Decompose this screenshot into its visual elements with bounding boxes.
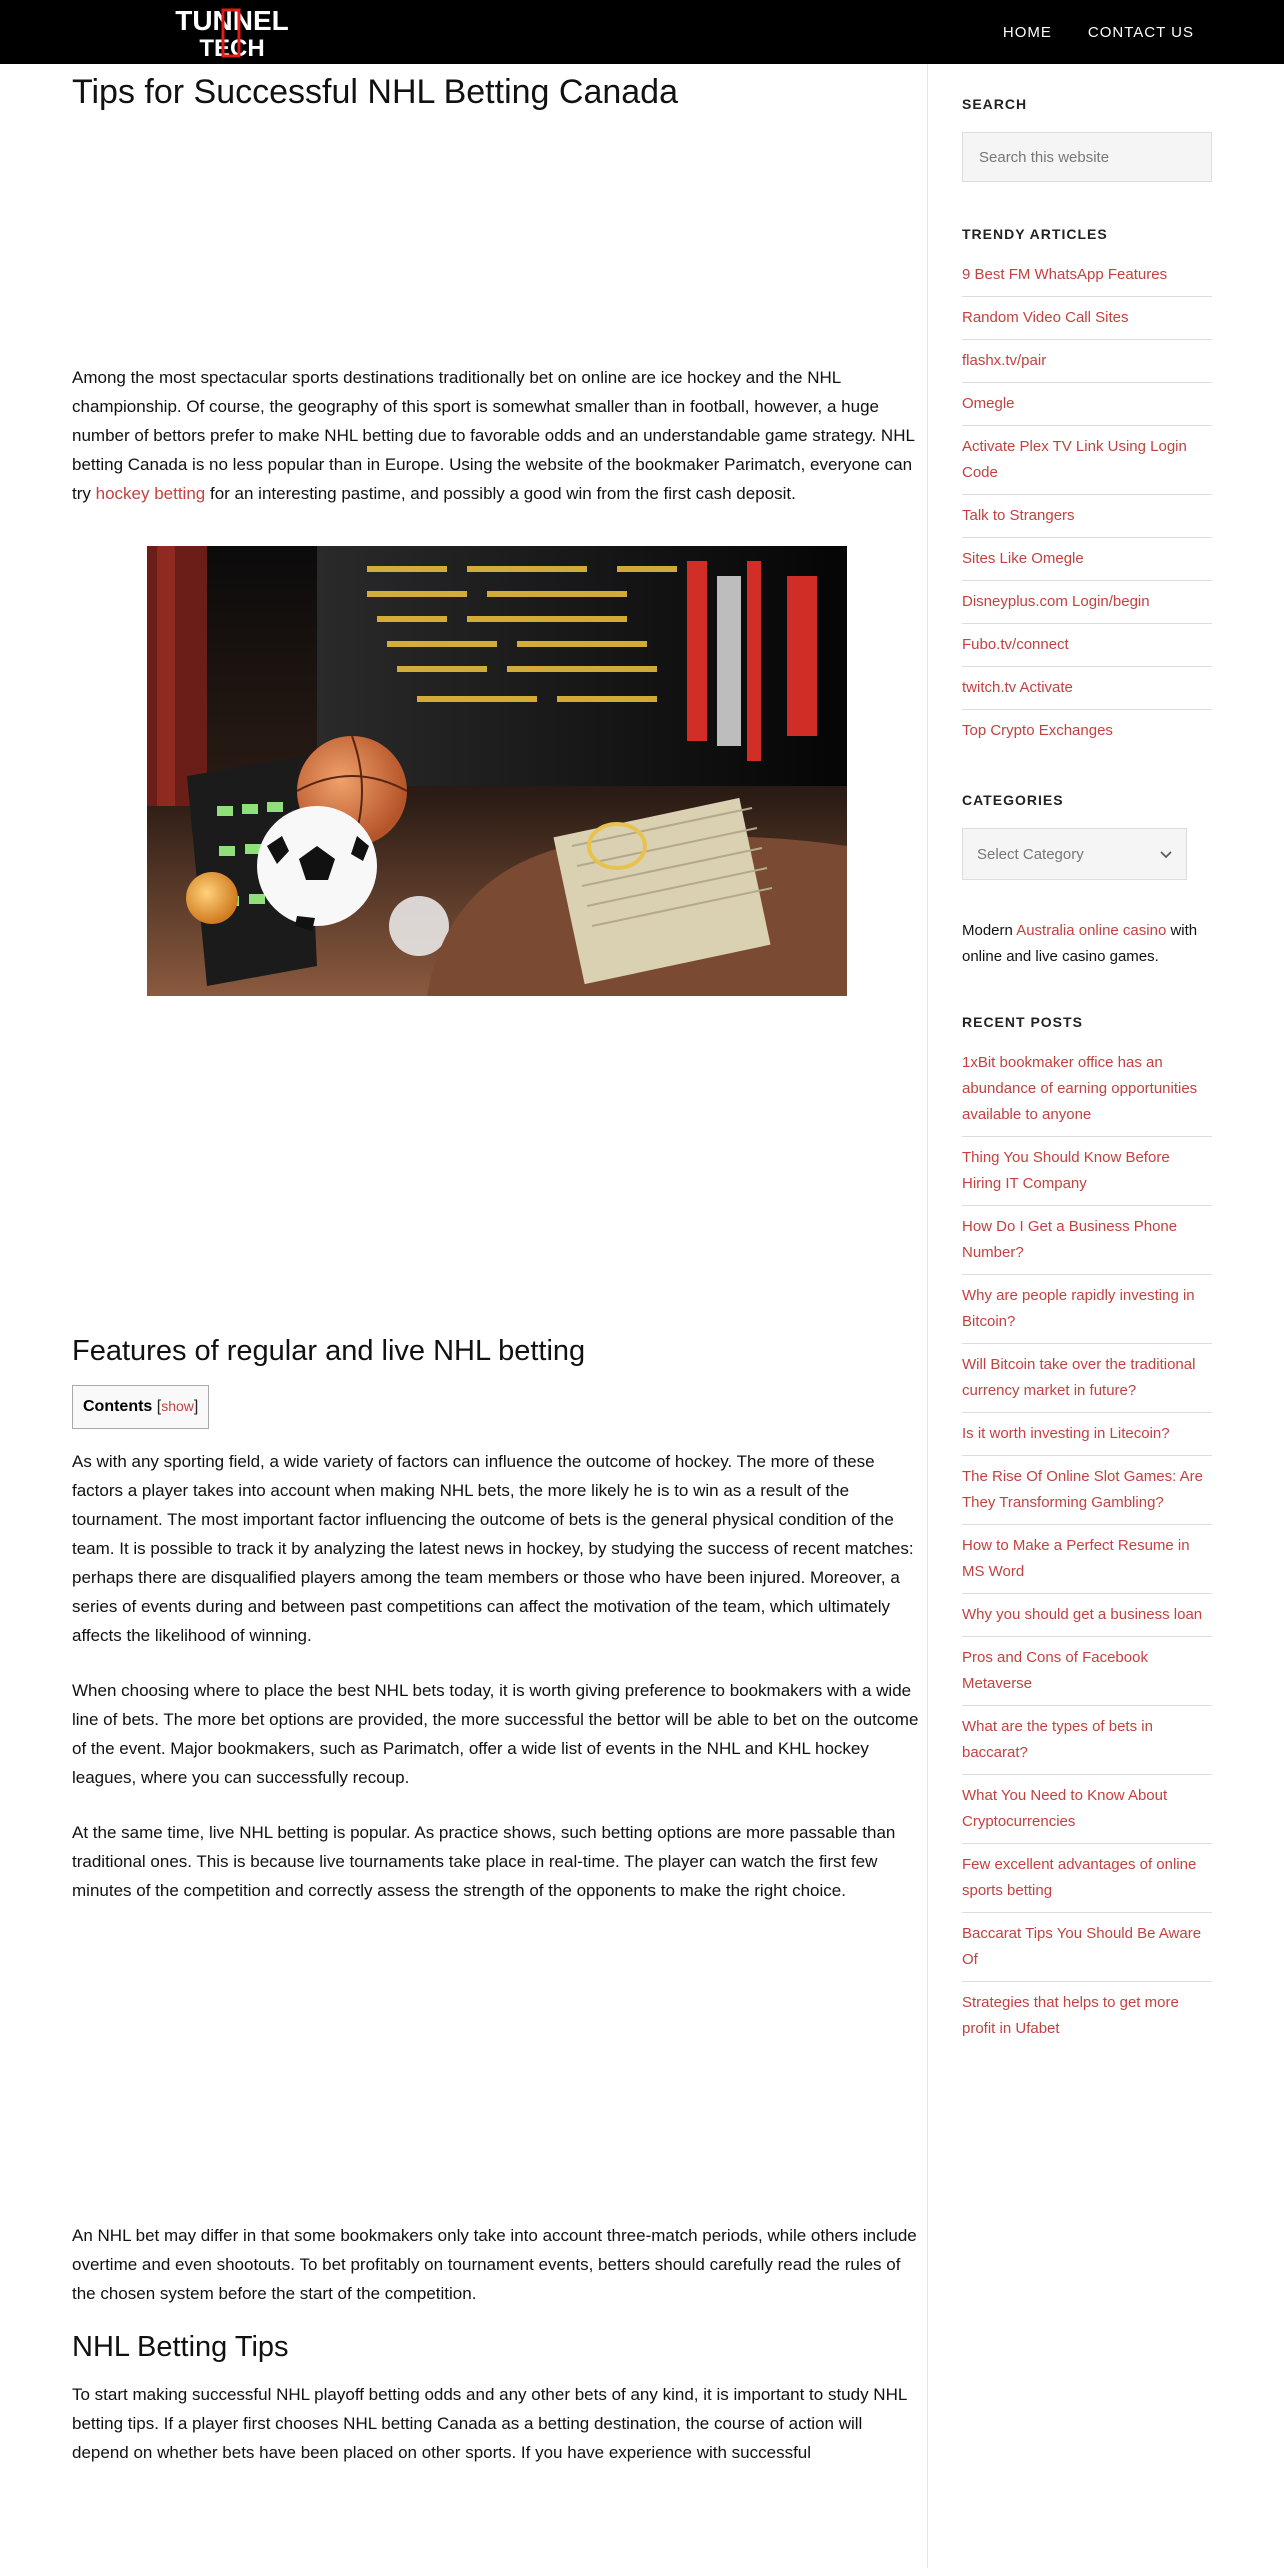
list-item	[962, 1637, 1212, 1706]
toc-label: Contents	[83, 1397, 153, 1415]
list-item	[962, 1844, 1212, 1913]
content-paragraph: An NHL bet may differ in that some bookmakers only take into account three-match periods, while others include overtime and even shootouts. To bet profitably on tournament events, betters should carefully read the rules of the chosen system before the start of the competition.	[72, 2225, 917, 2303]
list-item	[962, 1456, 1212, 1525]
list-item	[962, 624, 1212, 667]
recent-post-link[interactable]: Why are people rapidly investing in Bitcoin?	[962, 1287, 1195, 1330]
list-item	[962, 1982, 1212, 2050]
widget-title-recent: RECENT POSTS	[962, 1014, 1083, 1030]
recent-post-link[interactable]: Pros and Cons of Facebook Metaverse	[962, 1649, 1148, 1692]
trendy-article-link[interactable]: Random Video Call Sites	[962, 309, 1129, 326]
list-item	[962, 1344, 1212, 1413]
recent-post-link[interactable]: Why you should get a business loan	[962, 1606, 1203, 1623]
list-item	[962, 1206, 1212, 1275]
trendy-articles-list	[962, 254, 1212, 752]
content-paragraph: At the same time, live NHL betting is popular. As practice shows, such betting options are more passable than traditional ones. This is because live tournaments take place in real-time. The player can watch the first few minutes of the competition and correctly assess the strength of the opponents to make the right choice.	[72, 1822, 896, 1900]
ad-placeholder-middle	[72, 996, 922, 1334]
list-item	[962, 1594, 1212, 1637]
page-title: Tips for Successful NHL Betting Canada	[72, 73, 678, 111]
nav-home[interactable]: HOME	[1002, 23, 1052, 41]
category-select-value: Select Category	[977, 845, 1084, 863]
recent-posts-list	[962, 1042, 1212, 2050]
site-logo[interactable]	[150, 4, 314, 60]
main-content	[72, 64, 922, 2467]
recent-post-link[interactable]: How Do I Get a Business Phone Number?	[962, 1218, 1178, 1261]
trendy-article-link[interactable]: Disneyplus.com Login/begin	[962, 593, 1150, 610]
promo-text: Modern Australia online casino with online and live casino games.	[962, 922, 1198, 965]
trendy-article-link[interactable]: Top Crypto Exchanges	[962, 722, 1113, 739]
trendy-article-link[interactable]: Fubo.tv/connect	[962, 636, 1069, 653]
category-select[interactable]	[962, 828, 1187, 880]
ad-placeholder-top	[72, 113, 922, 363]
trendy-article-link[interactable]: flashx.tv/pair	[962, 352, 1047, 369]
trendy-article-link[interactable]: Activate Plex TV Link Using Login Code	[962, 438, 1187, 481]
section-heading-tips: NHL Betting Tips	[72, 2330, 289, 2363]
list-item	[962, 340, 1212, 383]
hero-image	[147, 546, 847, 996]
recent-post-link[interactable]: Is it worth investing in Litecoin?	[962, 1425, 1170, 1442]
recent-post-link[interactable]: Baccarat Tips You Should Be Aware Of	[962, 1925, 1202, 1968]
recent-post-link[interactable]: The Rise Of Online Slot Games: Are They Transforming Gambling?	[962, 1468, 1203, 1511]
trendy-article-link[interactable]: Omegle	[962, 395, 1015, 412]
recent-post-link[interactable]: What You Need to Know About Cryptocurrencies	[962, 1787, 1168, 1830]
site-header	[0, 0, 1284, 64]
list-item	[962, 383, 1212, 426]
list-item	[962, 1775, 1212, 1844]
list-item	[962, 1042, 1212, 1137]
chevron-down-icon	[1160, 846, 1172, 863]
trendy-article-link[interactable]: Talk to Strangers	[962, 507, 1075, 524]
list-item	[962, 1137, 1212, 1206]
content-paragraph: To start making successful NHL playoff betting odds and any other bets of any kind, it is important to study NHL betting tips. If a player first chooses NHL betting Canada as a betting destination, the course of action will depend on whether bets have been placed on other sports. If you have experience with successful	[72, 2385, 907, 2463]
intro-paragraph: Among the most spectacular sports destinations traditionally bet on online are ice hockey and the NHL championship. Of course, the geography of this sport is somewhat smaller than in football, however, a huge number of bettors prefer to make NHL betting due to favorable odds and an understandable game strategy. NHL betting Canada is no less popular than in Europe. Using the website of the bookmaker Parimatch, everyone can try hockey betting for an interesting pastime, and possibly a good win from the first cash deposit.	[72, 367, 915, 503]
list-item	[962, 1413, 1212, 1456]
list-item	[962, 1525, 1212, 1594]
widget-title-categories: CATEGORIES	[962, 792, 1064, 808]
recent-post-link[interactable]: Few excellent advantages of online sports betting	[962, 1856, 1197, 1899]
trendy-article-link[interactable]: twitch.tv Activate	[962, 679, 1073, 696]
recent-post-link[interactable]: How to Make a Perfect Resume in MS Word	[962, 1537, 1190, 1580]
search-input[interactable]	[962, 132, 1212, 182]
trendy-article-link[interactable]: 9 Best FM WhatsApp Features	[962, 266, 1168, 283]
content-paragraph: When choosing where to place the best NHL bets today, it is worth giving preference to bookmakers with a wide line of bets. The more bet options are provided, the more successful the bettor will be able to bet on the outcome of the event. Major bookmakers, such as Parimatch, offer a wide list of events in the NHL and KHL hockey leagues, where you can successfully recoup.	[72, 1680, 919, 1787]
widget-title-trendy: TRENDY ARTICLES	[962, 226, 1108, 242]
hockey-betting-link[interactable]: hockey betting	[95, 483, 206, 503]
list-item	[962, 254, 1212, 297]
trendy-article-link[interactable]: Sites Like Omegle	[962, 550, 1084, 567]
sidebar	[962, 64, 1212, 2050]
recent-post-link[interactable]: 1xBit bookmaker office has an abundance of earning opportunities available to anyone	[962, 1054, 1198, 1123]
sidebar-divider	[927, 64, 928, 2568]
list-item	[962, 581, 1212, 624]
nav-contact-us[interactable]: CONTACT US	[1087, 23, 1194, 41]
list-item	[962, 1913, 1212, 1982]
list-item	[962, 495, 1212, 538]
section-heading-features: Features of regular and live NHL betting	[72, 1334, 586, 1367]
list-item	[962, 1275, 1212, 1344]
toc-show-toggle[interactable]: show	[161, 1397, 194, 1414]
recent-post-link[interactable]: Thing You Should Know Before Hiring IT Company	[962, 1149, 1170, 1192]
main-nav	[1003, 0, 1194, 64]
content-paragraph: As with any sporting field, a wide variety of factors can influence the outcome of hockey. The more of these factors a player takes into account when making NHL bets, the more likely he is to win as a result of the tournament. The most important factor influencing the outcome of bets is the general physical condition of the team. It is possible to track it by analyzing the latest news in hockey, by studying the success of recent matches: perhaps there are disqualified players among the team members or those who have been injured. Moreover, a series of events during and between past competitions can affect the motivation of the team, which ultimately affects the likelihood of winning.	[72, 1451, 914, 1645]
australia-casino-link[interactable]: Australia online casino	[1016, 922, 1167, 939]
recent-post-link[interactable]: Strategies that helps to get more profit in Ufabet	[962, 1994, 1179, 2037]
recent-post-link[interactable]: What are the types of bets in baccarat?	[962, 1718, 1153, 1761]
widget-title-search: SEARCH	[962, 96, 1028, 112]
table-of-contents: Contents [show]	[72, 1385, 209, 1429]
list-item	[962, 667, 1212, 710]
list-item	[962, 426, 1212, 495]
list-item	[962, 297, 1212, 340]
logo-text-bottom: TECH	[199, 35, 265, 60]
list-item	[962, 1706, 1212, 1775]
ad-placeholder-bottom	[72, 1905, 922, 2221]
list-item	[962, 538, 1212, 581]
list-item	[962, 710, 1212, 752]
logo-text-top: TUNNEL	[175, 5, 289, 36]
recent-post-link[interactable]: Will Bitcoin take over the traditional currency market in future?	[962, 1356, 1196, 1399]
